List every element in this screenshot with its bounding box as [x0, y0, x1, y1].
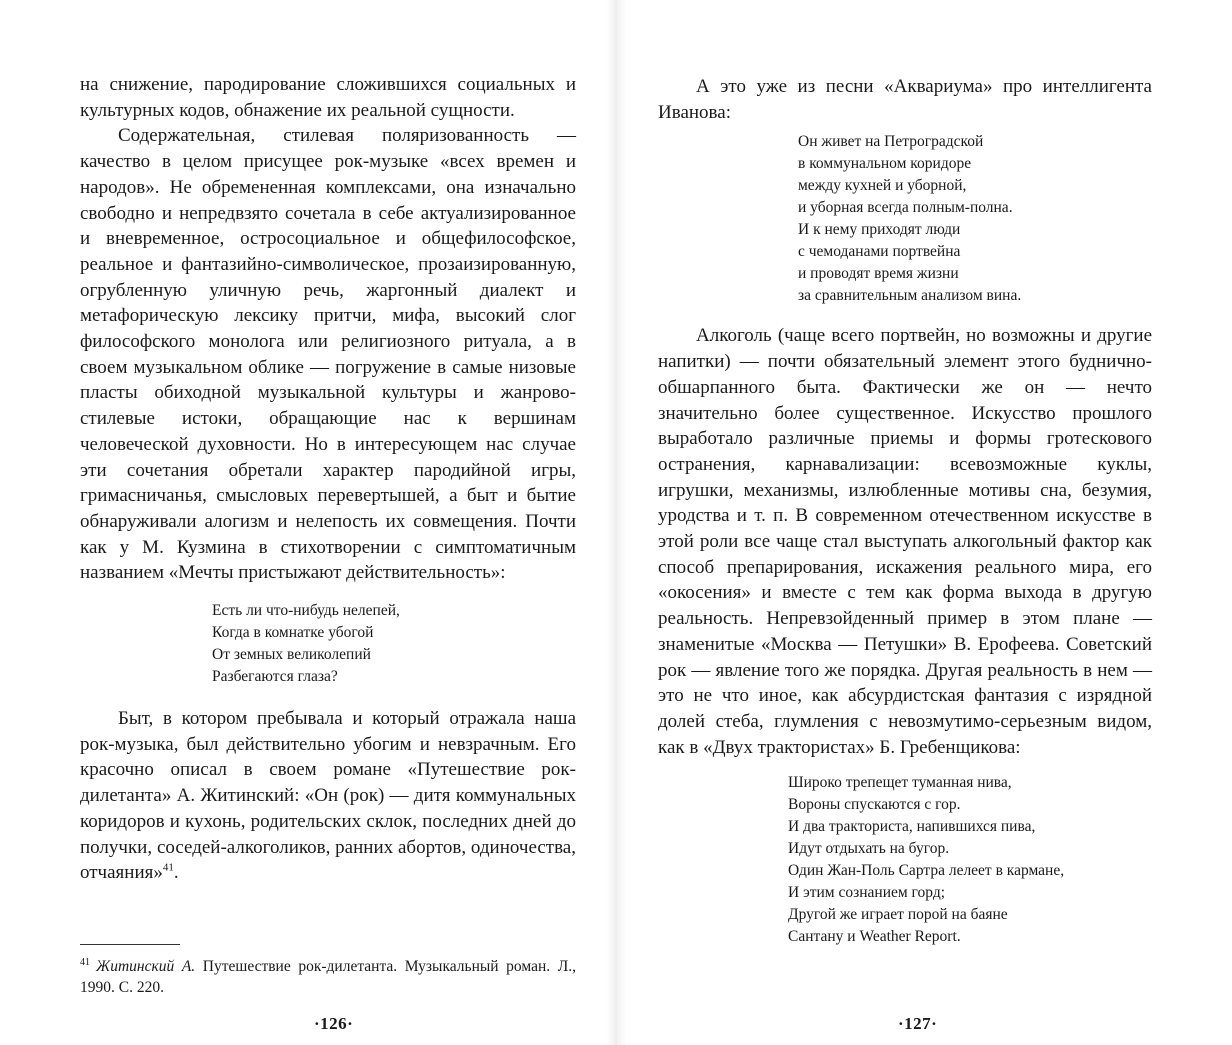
footnote-number: 41: [80, 956, 90, 968]
poem-line: и проводят время жизни: [798, 265, 959, 283]
poem-line: с чемоданами портвейна: [798, 243, 961, 261]
left-paragraph-1: на снижение, пародирование сложившихся социальных и культурных кодов, обнажение их реальной сущности.: [80, 74, 576, 121]
poem-line: Он живет на Петроградской: [798, 133, 984, 151]
left-paragraph-3: Быт, в котором пребывала и который отражала наша рок-музыка, был действительно убогим и невзрачным. Его красочно описал в своем романе «Путешествие рок-дилетанта» А. Житинский: «Он (рок) — дитя коммунальных коридоров и кухонь, родительских склок, последних дней до получки, соседей-алкоголиков, ранних абортов, одиночества, отчаяния»$^{41}$.: [80, 708, 576, 884]
poem-line: Сантану и Weather Report.: [788, 928, 961, 946]
page-number-left: ·126·: [314, 1014, 354, 1033]
two-tractor-drivers-poem: [658, 772, 1152, 948]
poem-line: Идут отдыхать на бугор.: [788, 840, 950, 858]
poem-line: в коммунальном коридоре: [798, 155, 972, 173]
poem-line: И к нему приходят люди: [798, 221, 961, 239]
poem-line: Разбегаются глаза?: [212, 668, 338, 686]
footnote-author: Житинский А.: [96, 958, 196, 975]
poem-line: Вороны спускаются с гор.: [788, 796, 961, 814]
kuzmin-poem: [80, 600, 576, 688]
page-number-right: ·127·: [898, 1014, 938, 1033]
left-paragraph-3-text: Быт, в котором пребывала и который отражала наша рок-музыка, был действительно убогим и невзрачным. Его красочно описал в своем романе «Путешествие рок-дилетанта» А. Житинский: «Он (рок) — дитя коммунальных коридоров и кухонь, родительских склок, последних дней до получки, соседей-алкоголиков, ранних абортов, одиночества, отчаяния»: [80, 708, 576, 884]
left-text-column: [80, 72, 576, 886]
right-page: [616, 0, 1232, 1045]
right-intro: А это уже из песни «Аквариума» про интеллигента Иванова:: [658, 76, 1152, 123]
aquarium-song: [658, 131, 1152, 307]
footnote: [80, 956, 576, 998]
poem-line: Широко трепещет туманная нива,: [788, 774, 1012, 792]
poem-line: и уборная всегда полным-полна.: [798, 199, 1013, 217]
footnote-divider: [80, 944, 180, 945]
poem-line: Другой же играет порой на баяне: [788, 906, 1008, 924]
poem-line: От земных великолепий: [212, 646, 371, 664]
left-paragraph-2: Содержательная, стилевая поляризованность — качество в целом присущее рок-музыке «всех времен и народов». Не обремененная комплексами, она изначально свободно и непредвзято сочетала в себе актуализированное и вневременное, остросоциальное и общефилософское, реальное и фантазийно-символическое, прозаизированную, огрубленную уличную речь, жаргонный диалект и метафорическую лексику притчи, мифа, высокий слог философского монолога или религиозного ритуала, а в своем музыкальном облике — погружение в самые низовые пласты обиходной музыкальной культуры и жанрово-стилевые истоки, обращающие нас к вершинам человеческой духовности. Но в интересующем нас случае эти сочетания обретали характер пародийной игры, гримасничанья, смысловых перевертышей, а быт и бытие обнаруживали алогизм и нелепость их совмещения. Почти как у М. Кузмина в стихотворении с симптоматичным названием «Мечты пристыжают действительность»:: [80, 125, 576, 584]
poem-line: И два тракториста, напившихся пива,: [788, 818, 1036, 836]
poem-line: Когда в комнатке убогой: [212, 624, 374, 642]
right-paragraph: Алкоголь (чаще всего портвейн, но возможны и другие напитки) — почти обязательный элемент этого буднично-обшарпанного быта. Фактически же он — нечто значительно более существенное. Искусство прошлого выработало различные приемы и формы гротескового остранения, карнавализации: всевозможные куклы, игрушки, механизмы, излюбленные мотивы сна, безумия, уродства и т. п. В современном отечественном искусстве в этой роли все чаще стал выступать алкогольный фактор как способ препарирования, искажения реального мира, его «окосения» и вместе с тем как форма выхода в другую реальность. Непревзойденный пример в этом плане — знаменитые «Москва — Петушки» В. Ерофеева. Советский рок — явление того же порядка. Другая реальность в нем — это не что иное, как абсурдистская фантазия с изрядной долей стеба, глумления с невозмутимо-серьезным видом, как в «Двух трактористах» Б. Гребенщикова:: [658, 325, 1152, 758]
footnote-reference[interactable]: 41: [162, 861, 174, 874]
poem-line: Один Жан-Поль Сартра лелеет в кармане,: [788, 862, 1065, 880]
right-text-column: [658, 74, 1152, 966]
poem-line: И этим сознанием горд;: [788, 884, 946, 902]
footnote-text: Путешествие рок-дилетанта. Музыкальный роман. Л., 1990. С. 220.: [80, 958, 577, 996]
poem-line: Есть ли что-нибудь нелепей,: [212, 602, 400, 620]
poem-line: между кухней и уборной,: [798, 177, 967, 195]
poem-line: за сравнительным анализом вина.: [798, 287, 1022, 305]
